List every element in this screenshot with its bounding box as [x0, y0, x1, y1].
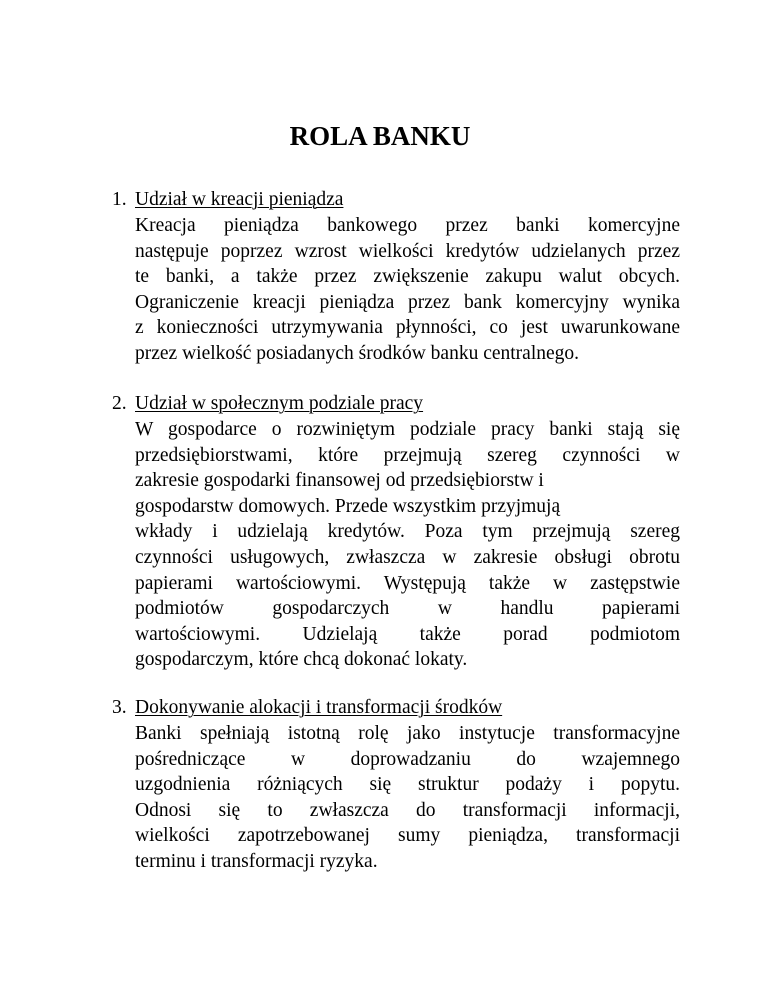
paragraph-line: zakresie gospodarki finansowej od przedsiębiorstw i	[135, 470, 544, 492]
paragraph-line: papierami wartościowymi. Występują także w zastępstwie	[135, 572, 680, 594]
paragraph-line: z konieczności utrzymywania płynności, co jest uwarunkowane	[135, 317, 680, 339]
section-heading	[112, 695, 680, 721]
section-number: 2.	[112, 393, 127, 414]
paragraph-line: Odnosi się to zwłaszcza do transformacji informacji,	[135, 799, 680, 821]
paragraph-line: gospodarczym, które chcą dokonać lokaty.	[135, 649, 468, 671]
section-2	[112, 391, 680, 673]
paragraph-line: gospodarstw domowych. Przede wszystkim przyjmują	[135, 495, 561, 517]
section-number: 1.	[112, 189, 127, 210]
section-heading-text: Dokonywanie alokacji i transformacji środków	[135, 697, 503, 718]
section-heading-text: Udział w kreacji pieniądza	[135, 189, 344, 210]
section-1	[112, 187, 680, 367]
page-title: ROLA BANKU	[289, 121, 471, 151]
paragraph-line: uzgodnienia różniących się struktur podaży i popytu.	[135, 774, 680, 796]
paragraph-line: Banki spełniają istotną rolę jako instytucje transformacyjne	[135, 723, 680, 744]
paragraph-line: czynności usługowych, zwłaszcza w zakresie obsługi obrotu	[135, 546, 680, 568]
section-number: 3.	[112, 697, 127, 718]
paragraph-line: pośredniczące w doprowadzaniu do wzajemnego	[135, 748, 680, 770]
paragraph-line: terminu i transformacji ryzyka.	[135, 850, 378, 872]
paragraph-line: następuje poprzez wzrost wielkości kredytów udzielanych przez	[135, 240, 680, 262]
paragraph-line: wkłady i udzielają kredytów. Poza tym przejmują szereg	[135, 521, 680, 543]
section-heading	[112, 187, 680, 213]
paragraph-line: te banki, a także przez zwiększenie zakupu walut obcych.	[135, 266, 680, 288]
paragraph-line: podmiotów gospodarczych w handlu papierami	[135, 598, 680, 620]
paragraph-line: Kreacja pieniądza bankowego przez banki komercyjne	[135, 215, 680, 236]
paragraph-line: wielkości zapotrzebowanej sumy pieniądza, transformacji	[135, 825, 680, 847]
paragraph-line: Ograniczenie kreacji pieniądza przez bank komercyjny wynika	[135, 291, 680, 313]
paragraph-line: W gospodarce o rozwiniętym podziale pracy banki stają się	[135, 419, 680, 440]
section-3	[112, 695, 680, 875]
paragraph-line: wartościowymi. Udzielają także porad podmiotom	[135, 623, 680, 645]
section-heading-text: Udział w społecznym podziale pracy	[135, 393, 424, 414]
paragraph-line: przedsiębiorstwami, które przejmują szereg czynności w	[135, 444, 680, 466]
paragraph-line: przez wielkość posiadanych środków banku centralnego.	[135, 342, 580, 364]
section-heading	[112, 391, 680, 417]
